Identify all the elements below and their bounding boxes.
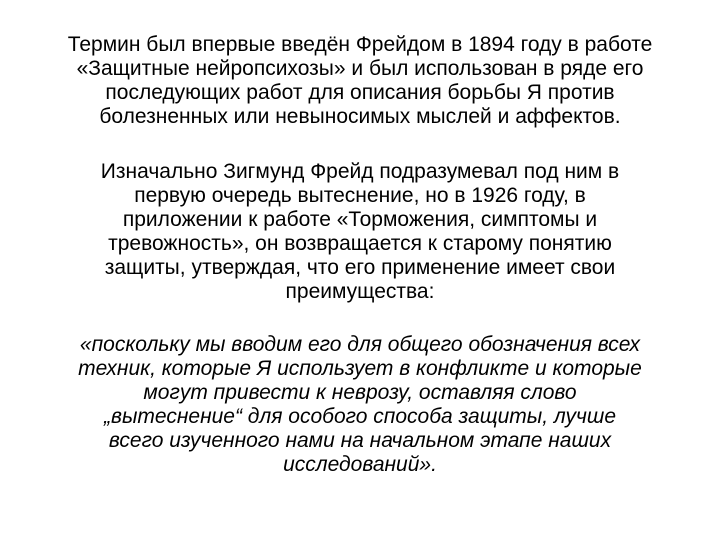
text-line: преимущества: [285, 280, 435, 303]
text-line: Изначально Зигмунд Фрейд подразумевал под ним в [100, 160, 620, 183]
quote-line: исследований». [283, 453, 437, 476]
quote-line: техник, которые Я использует в конфликте и которые [78, 357, 642, 380]
quote-line: всего изученного нами на начальном этапе наших [108, 429, 612, 452]
text-line: тревожность», он возвращается к старому понятию [108, 232, 612, 255]
text-line: первую очередь вытеснение, но в 1926 году, в [134, 184, 586, 207]
text-line: «Защитные нейропсихозы» и был использован в ряде его [76, 57, 644, 80]
quote-line: могут привести к неврозу, оставляя слово [143, 381, 577, 404]
text-line: болезненных или невыносимых мыслей и аффектов. [99, 105, 621, 128]
text-line: Термин был впервые введён Фрейдом в 1894 году в работе [67, 33, 653, 56]
text-line: последующих работ для описания борьбы Я против [105, 81, 615, 104]
quote-line: „вытеснение“ для особого способа защиты, лучше [103, 405, 616, 428]
quote-line: «поскольку мы вводим его для общего обозначения всех [79, 333, 641, 356]
text-line: защиты, утверждая, что его применение имеет свои [104, 256, 616, 279]
text-line: приложении к работе «Торможения, симптомы и [122, 208, 598, 231]
